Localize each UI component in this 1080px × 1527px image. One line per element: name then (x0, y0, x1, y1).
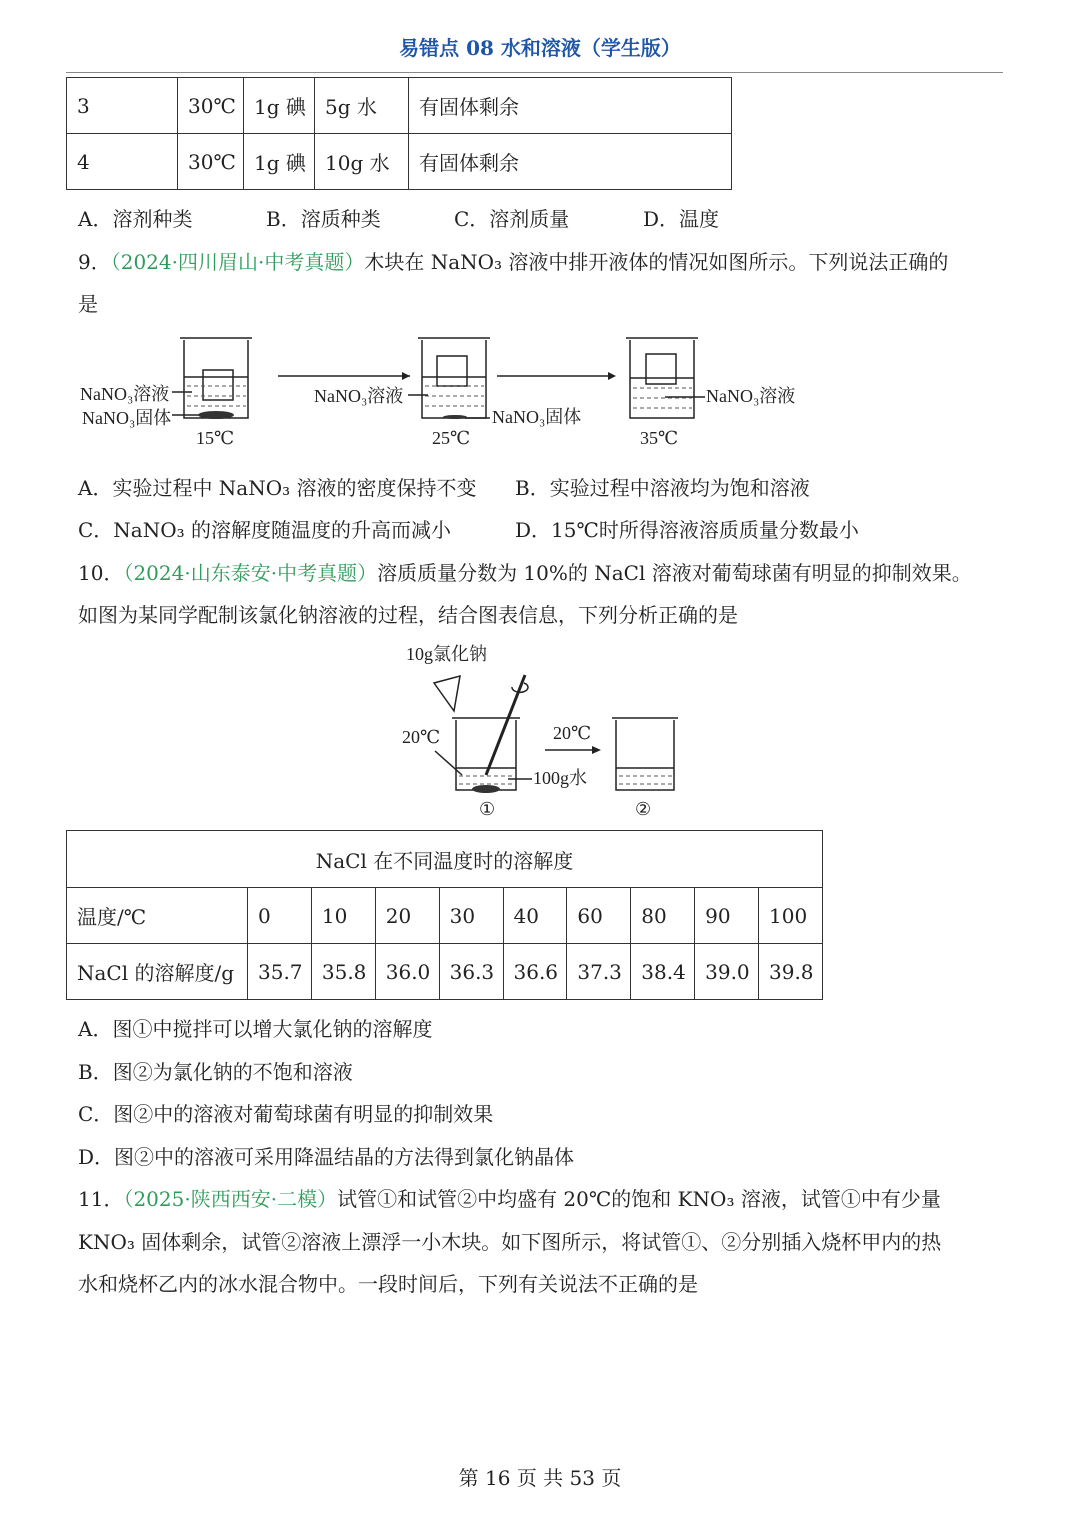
q10-option-c: C．图②中的溶液对葡萄球菌有明显的抑制效果 (78, 1102, 494, 1126)
cell: 有固体剩余 (409, 134, 732, 190)
cell: 4 (67, 134, 178, 190)
solid-crystals (198, 411, 234, 419)
q9-source: （2024·四川眉山·中考真题） (110, 250, 365, 274)
cell: 60 (567, 888, 631, 944)
q10-option-b: B．图②为氯化钠的不饱和溶液 (78, 1060, 353, 1084)
cell: 40 (503, 888, 567, 944)
label-solution: NaNO₃溶液 (314, 386, 404, 406)
q9-text-cont: 是 (78, 292, 98, 316)
cell: 36.6 (503, 944, 567, 1000)
table-row (67, 134, 732, 190)
q10-number: 10． (78, 561, 124, 585)
q10-text: 溶质质量分数为 10%的 NaCl 溶液对葡萄球菌有明显的抑制效果。 (377, 561, 972, 585)
label-solution: NaNO₃溶液 (80, 384, 170, 404)
q10-stem (78, 557, 972, 586)
label-solid: NaNO₃固体 (82, 408, 172, 428)
cell: 35.7 (248, 944, 312, 1000)
cell: 1g 碘 (244, 78, 315, 134)
q10-source: （2024·山东泰安·中考真题） (123, 561, 378, 585)
cell: 38.4 (631, 944, 695, 1000)
cell: 30℃ (178, 78, 244, 134)
q9-option-b: B．实验过程中溶液均为饱和溶液 (515, 476, 810, 500)
q11-text-cont: KNO₃ 固体剩余，试管②溶液上漂浮一小木块。如下图所示，将试管①、②分别插入烧杯甲内的热 (78, 1230, 942, 1254)
q11-text: 试管①和试管②中均盛有 20℃的饱和 KNO₃ 溶液，试管①中有少量 (337, 1187, 941, 1211)
table-row (67, 78, 732, 134)
q9-text: 木块在 NaNO₃ 溶液中排开液体的情况如图所示。下列说法正确的 (364, 250, 949, 274)
q9-option-c: C．NaNO₃ 的溶解度随温度的升高而减小 (78, 518, 451, 542)
q11-text-cont: 水和烧杯乙内的冰水混合物中。一段时间后，下列有关说法不正确的是 (78, 1272, 698, 1296)
cell: 39.8 (759, 944, 823, 1000)
page-header-title: 易错点 08 水和溶液（学生版） (399, 36, 681, 60)
cell: 39.0 (695, 944, 759, 1000)
q11-stem (78, 1183, 941, 1212)
table-row (67, 944, 823, 1000)
label-temp-arrow: 20℃ (553, 723, 592, 743)
q9-option-a: A．实验过程中 NaNO₃ 溶液的密度保持不变 (78, 476, 477, 500)
q8-option-a: A．溶剂种类 (78, 207, 193, 231)
q9-beaker-figure (60, 330, 820, 455)
q8-option-c: C．溶剂质量 (454, 207, 570, 231)
table-row (67, 888, 823, 944)
row-label: NaCl 的溶解度/g (67, 944, 248, 1000)
label-temp: 15℃ (196, 428, 235, 448)
table-title-row (67, 831, 823, 888)
nacl-solubility-table (66, 830, 823, 1000)
label-water: 100g水 (533, 768, 587, 788)
q9-number: 9． (78, 250, 111, 274)
cell: 90 (695, 888, 759, 944)
cell: 36.0 (375, 944, 439, 1000)
label-temp: 35℃ (640, 428, 679, 448)
q11-number: 11． (78, 1187, 124, 1211)
q8-option-b: B．溶质种类 (266, 207, 381, 231)
label-beaker-1: ① (479, 799, 496, 819)
cell: 100 (759, 888, 823, 944)
header-divider (66, 72, 1003, 73)
q9-option-d: D．15℃时所得溶液溶质质量分数最小 (515, 518, 859, 542)
label-solid: NaNO₃固体 (492, 407, 582, 427)
cell: 36.3 (439, 944, 503, 1000)
label-salt: 10g氯化钠 (406, 644, 487, 664)
cell: 10 (311, 888, 375, 944)
q10-text-cont: 如图为某同学配制该氯化钠溶液的过程，结合图表信息，下列分析正确的是 (78, 603, 738, 627)
cell: 0 (248, 888, 312, 944)
cell: 5g 水 (315, 78, 409, 134)
label-beaker-2: ② (635, 799, 652, 819)
q10-dissolving-figure (380, 635, 700, 825)
q10-option-a: A．图①中搅拌可以增大氯化钠的溶解度 (78, 1017, 433, 1041)
label-solution: NaNO₃溶液 (706, 386, 796, 406)
cell: 有固体剩余 (409, 78, 732, 134)
cell: 30 (439, 888, 503, 944)
cell: 20 (375, 888, 439, 944)
cell: 30℃ (178, 134, 244, 190)
experiment-table (66, 77, 732, 190)
cell: 80 (631, 888, 695, 944)
cell: 1g 碘 (244, 134, 315, 190)
q10-option-d: D．图②中的溶液可采用降温结晶的方法得到氯化钠晶体 (78, 1145, 575, 1169)
row-label: 温度/℃ (67, 888, 248, 944)
label-temp: 20℃ (402, 727, 441, 747)
cell: 10g 水 (315, 134, 409, 190)
cell: 3 (67, 78, 178, 134)
q9-stem (78, 246, 948, 275)
q11-source: （2025·陕西西安·二模） (123, 1187, 338, 1211)
cell: 35.8 (311, 944, 375, 1000)
label-temp: 25℃ (432, 428, 471, 448)
page-number: 第 16 页 共 53 页 (458, 1466, 622, 1490)
q8-option-d: D．温度 (643, 207, 720, 231)
cell: 37.3 (567, 944, 631, 1000)
table-title: NaCl 在不同温度时的溶解度 (67, 831, 823, 888)
